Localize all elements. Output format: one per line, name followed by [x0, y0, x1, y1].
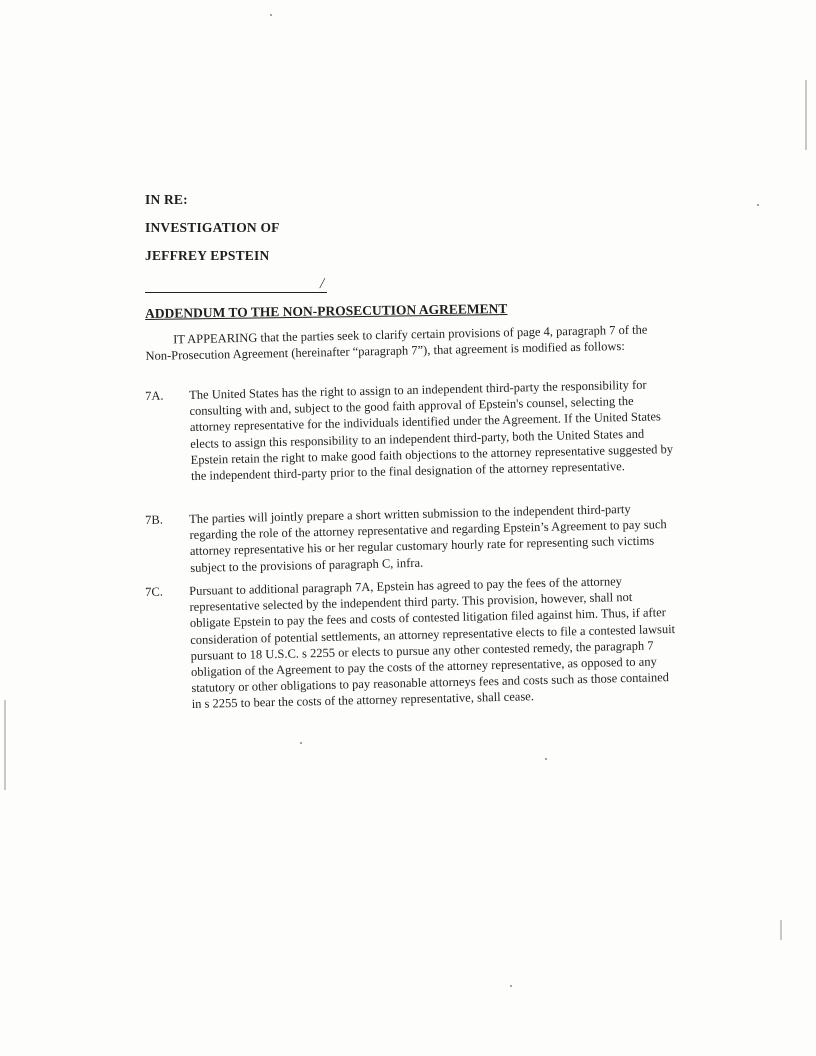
caption-slash: / [318, 276, 326, 292]
scan-speck [545, 758, 547, 760]
scan-edge-mark [805, 80, 807, 150]
scan-speck [757, 204, 759, 206]
paragraph-number: 7C. [145, 584, 164, 599]
paragraph-text: The parties will jointly prepare a short written submission to the independent third-party regarding the role of the attorney representative and regarding Epstein’s Agreement to pay such attorney representative his or her regular customary hourly rate for representing such victims subject to the provisions of paragraph C, infra. [189, 501, 667, 575]
scan-speck [270, 14, 272, 16]
paragraph-number: 7B. [145, 512, 164, 527]
scan-speck [510, 985, 512, 987]
intro-paragraph: IT APPEARING that the parties seek to clarify certain provisions of page 4, paragraph 7 of the Non-Prosecution Agreement (hereinafter “paragraph 7”), that agreement is modified as follows: [145, 322, 648, 363]
caption-investigation: INVESTIGATION OF [145, 220, 280, 235]
caption-subject-name: JEFFREY EPSTEIN [145, 248, 270, 263]
caption-in-re: IN RE: [145, 192, 188, 207]
paragraph-7b [145, 500, 676, 577]
caption-underline [145, 292, 327, 293]
addendum-heading: ADDENDUM TO THE NON-PROSECUTION AGREEMENT [145, 300, 508, 321]
paragraph-text: Pursuant to additional paragraph 7A, Epstein has agreed to pay the fees of the attorney representative selected by the independent third party. This provision, however, shall not obligate Epstein to pay the fees and costs of contested litigation filed against him. Thus, if after consideration of potential settlements, an attorney representative elects to file a contested lawsuit pursuant to 18 U.S.C. s 2255 or elects to pursue any other contested remedy, the paragraph 7 obligation of the Agreement to pay the costs of the attorney representative, as opposed to any statutory or other obligations to pay reasonable attorneys fees and costs such as those contained in s 2255 to bear the costs of the attorney representative, shall cease. [189, 574, 676, 712]
paragraph-number: 7A. [145, 388, 164, 403]
paragraph-text: The United States has the right to assign to an independent third-party the responsibility for consulting with and, subject to the good faith approval of Epstein's counsel, selecting the attorney representative for the individuals identified under the Agreement. If the United States elects to assign this responsibility to an independent third-party, both the United States and Epstein retain the right to make good faith objections to the attorney representative suggested by the independent third-party prior to the final designation of the attorney representative. [189, 377, 674, 483]
scan-edge-mark [4, 700, 6, 790]
scan-speck [300, 742, 302, 744]
scan-edge-mark [780, 920, 782, 940]
paragraph-7a [145, 376, 677, 485]
paragraph-7c [145, 572, 678, 714]
